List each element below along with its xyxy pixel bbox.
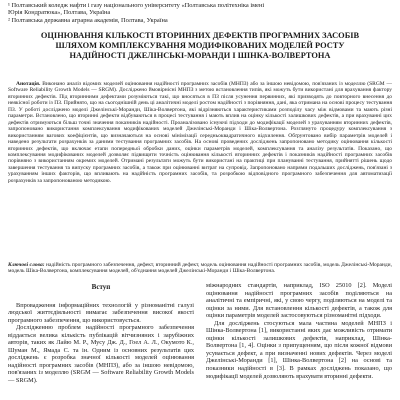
keywords (8, 262, 392, 275)
keywords-label: Ключові слова: (8, 262, 45, 268)
intro-left-column (8, 282, 194, 385)
section-title: Вступ (91, 283, 111, 291)
affiliation-line: ¹ Полтавський коледж нафти і газу національного університету «Полтавська політехніка імені (8, 2, 265, 9)
affiliation-line: Юрія Кондратюка», Полтава, Україна (8, 9, 111, 17)
paragraph: Впровадження інформаційних технологій у різноманітні галузі людської життєдіяльності вимагає забезпечення високої якості програмного забезпечення, що використовується. (8, 301, 194, 324)
affiliations (8, 2, 392, 24)
title-line: НАДІЙНОСТІ ДЖЕЛІНСЬКІ-МОРАНДИ І ШІНКА-ВОЛВЕРТОНА (69, 51, 331, 60)
paragraph: міжнародних стандартів, наприклад, ISO 25010 [2]. Моделі оцінювання надійності програмних засобів поділяються на аналітичні та емпіричні, які, у свою чергу, поділяються на моделі та оцінки за ними. Для встановлення кількості дефектів, а також для оцінки параметрів моделей застосовуються різноманітні підходи. (206, 282, 392, 320)
paper-title (14, 31, 386, 61)
affiliation-line: ² Полтавська державна аграрна академія, Полтава, Україна (8, 16, 168, 24)
keywords-text: надійність програмного забезпечення, дефект, вторинний дефект, модель оцінювання надійності програмних засобів, модель Джелінські-Моранди, модель Шіка-Волвертона, комплексування моделей, об'єднання моделей Джелінські-Моранди і Шіка-Волвертона. (8, 262, 392, 275)
title-line: ШЛЯХОМ КОМПЛЕКСУВАННЯ МОДИФІКОВАНИХ МОДЕЛЕЙ РОСТУ (55, 41, 345, 50)
abstract (8, 81, 392, 261)
intro-right-column (206, 282, 392, 380)
title-line: ОЦІНЮВАННЯ КІЛЬКОСТІ ВТОРИННИХ ДЕФЕКТІВ ПРОГРАМНИХ ЗАСОБІВ (40, 31, 360, 40)
paragraph: Дослідженню проблем надійності програмного забезпечення віддається велика кількість публікацій вітчизняних і зарубіжних авторів, таких як Лайю М. Р., Мусу Дж. Д., Гоел А. Л., Окумото К., Шуман М., Ямада С. та ін. Одним із основних результатів цих досліджень є розробка значної кількості моделей оцінювання надійності програмних засобів (МНПЗ), або за іншою невідомою, пов'язаних із моделлю (SRGM — Software Reliability Growth Models — SRGM). (8, 324, 194, 385)
paragraph: Для досліджень стосуються мала частина моделей МНПЗ і Шінка-Волвертона [1], використанні яких дає можливість отримати оцінки кількості залишкових дефектів, наприклад, Шінка-Волвертона [1, 4]. Оцінки з припущенням, що після кожної відмови усувається дефект, а при визначенні нових дефектів. Через моделі Джелінські-Моранди [1], Шінка-Волвертона [2] на основі та показники надійності в [3]. В рамках досліджень показано, що модифікації моделей дозволяють врахувати вторинні дефекти. (206, 319, 392, 380)
abstract-text: Виконано аналіз відомих моделей оцінювання надійності програмних засобів (МНПЗ) або за іншою невідомою, пов'язаних із моделлю (SRGM — Software Reliability Growth Models — SRGM). Досліджено ймовірнісні МНПЗ з метою встановлення типів, які можуть бути використані для врахування фактору вторинних дефектів. Під вторинними дефектами розуміються такі, що вносяться в ПЗ після усунення первинних, які призводять до повторного внесення до неякісної роботи із ПЗ. Прийнято, що на сьогоднішній день ці аналітичні моделі ростом надійності з порівняння, дані, яка отримана на основі процесу тестування ПЗ. У роботі досліджено моделі Джелінські-Моранди, Шіка-Волвертона, які відрізняються характеристиками розподілу часу між відмовами та мають різні параметри. Встановлено, що вторинні дефекти відбуваються в процесі тестування і мають вплив на оцінку кількості залишкових дефектів, а при врахуванні цих дефектів отримуються більш точні значення показників надійності. Проаналізовано існуючі підходи до модифікації моделей з урахуванням вторинних дефектів, запропоновано використання комплексування модифікованих моделей Джелінські-Моранди і Шіка-Волвертона. Розглянуто процедуру комплексування з використанням вагових коефіцієнтів, що визначаються на основі мінімізації середньоквадратичного відхилення. Обґрунтовано вибір параметрів моделей і наведено результати розрахунків за даними тестування програмних засобів. На основі проведених досліджень запропоновано методику оцінювання кількості вторинних дефектів, що включає етапи попередньої обробки даних, оцінки параметрів моделей, комплексування та аналізу результатів. Показано, що комплексування модифікованих моделей дозволяє підвищити точність оцінювання кількості вторинних дефектів і показників надійності програмних засобів порівняно з використанням окремих моделей. Отримані результати можуть бути використані на практиці при плануванні тестування, прийнятті рішень щодо завершення тестування та випуску програмних засобів, а також при оцінюванні витрат на супровід. Запропоновано напрями подальших досліджень, пов'язані з урахуванням інших факторів, що впливають на надійність програмних засобів, та розробкою відповідного програмного забезпечення для автоматизації розрахунків за запропонованою методикою. (8, 81, 392, 184)
abstract-label: Анотація. (16, 81, 41, 87)
